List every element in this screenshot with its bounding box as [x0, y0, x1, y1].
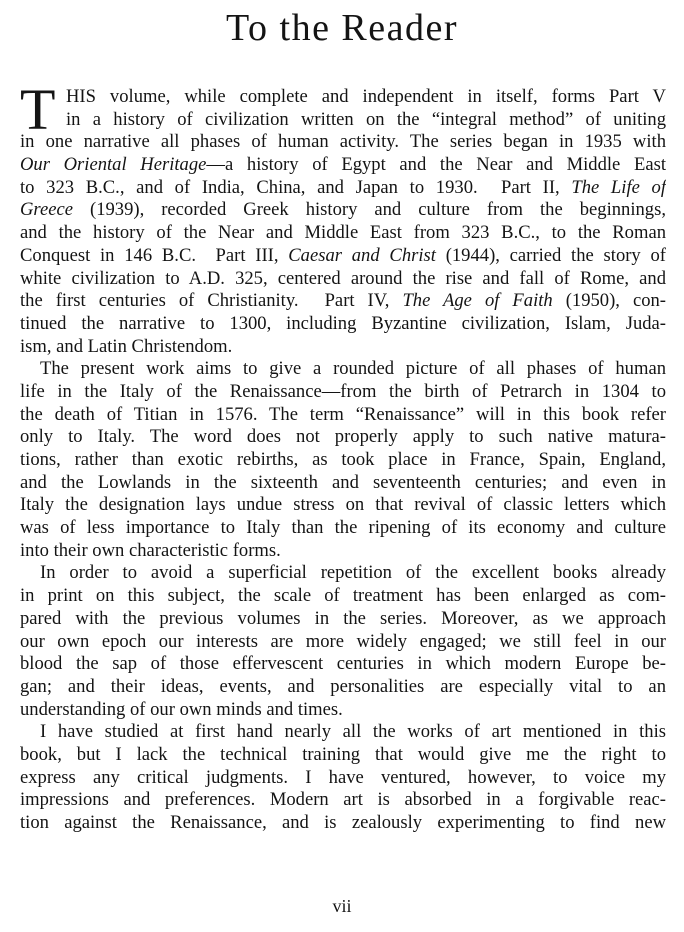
page-number: vii: [332, 896, 352, 916]
paragraph-1: [20, 77, 666, 358]
text-line: the first centuries of Christianity. Part IV, The Age of Faith (1950), con-: [20, 290, 666, 312]
text-line: in one narrative all phases of human activity. The series began in 1935 with: [20, 131, 666, 153]
text-line: gan; and their ideas, events, and personalities are especially vital to an: [20, 675, 666, 697]
text-line: HIS volume, while complete and independent in itself, forms Part V: [66, 86, 666, 107]
text-line: pared with the previous volumes in the series. Moreover, as we approach: [20, 607, 666, 629]
text-line: to 323 B.C., and of India, China, and Japan to 1930. Part II, The Life of: [20, 176, 666, 198]
paragraph-3: [20, 562, 666, 721]
paragraph-4: [20, 721, 666, 834]
text-line: into their own characteristic forms.: [20, 539, 281, 561]
italic-title: Our Oriental Heritage: [20, 154, 207, 176]
text-line: tions, rather than exotic rebirths, as took place in France, Spain, England,: [20, 449, 666, 470]
text-line: only to Italy. The word does not properly apply to such native matura-: [20, 426, 666, 448]
text-line: Greece (1939), recorded Greek history and culture from the beginnings,: [20, 199, 666, 221]
text-line: Italy the designation lays undue stress on that revival of classic letters which: [20, 494, 666, 516]
italic-title: Greece: [20, 199, 73, 221]
text-line: life in the Italy of the Renaissance—from the birth of Petrarch in 1304 to: [20, 380, 666, 402]
body-text: [20, 77, 666, 835]
text-line: In order to avoid a superficial repetition of the excellent books already: [40, 562, 666, 584]
text-line: Conquest in 146 B.C. Part III, Caesar and Christ (1944), carried the story of: [20, 244, 666, 266]
text-line: tion against the Renaissance, and is zealously experimenting to find new: [20, 812, 666, 833]
italic-title: Caesar and Christ: [288, 244, 436, 266]
italic-title: The Life of: [571, 176, 666, 198]
text-line: book, but I lack the technical training that would give me the right to: [20, 743, 666, 765]
text-line: white civilization to A.D. 325, centered around the rise and fall of Rome, and: [20, 267, 666, 289]
text-line: and the Lowlands in the sixteenth and seventeenth centuries; and even in: [20, 471, 666, 493]
text-line: [20, 154, 666, 177]
text-line: ism, and Latin Christendom.: [20, 335, 233, 357]
text-line: tinued the narrative to 1300, including Byzantine civilization, Islam, Juda-: [20, 312, 666, 334]
text-line: impressions and preferences. Modern art is absorbed in a forgivable reac-: [20, 789, 666, 811]
line-rest: —a history of Egypt and the Near and Middle East: [206, 154, 666, 176]
text-line: the death of Titian in 1576. The term “Renaissance” will in this book refer: [20, 403, 666, 425]
text-line: our own epoch our interests are more widely engaged; we still feel in our: [20, 630, 666, 652]
page-title: To the Reader: [225, 7, 459, 49]
text-line: express any critical judgments. I have ventured, however, to voice my: [20, 766, 666, 788]
drop-cap: T: [20, 77, 56, 142]
paragraph-2: [20, 358, 666, 562]
text-line: in print on this subject, the scale of treatment has been enlarged as com-: [20, 585, 666, 607]
italic-title: The Age of Faith: [402, 290, 553, 312]
text-line: understanding of our own minds and times.: [20, 698, 343, 720]
text-line: blood the sap of those effervescent centuries in which modern Europe be-: [20, 653, 666, 675]
text-line: was of less importance to Italy than the ripening of its economy and culture: [20, 517, 666, 539]
text-line: I have studied at first hand nearly all the works of art mentioned in this: [40, 721, 666, 743]
text-line: The present work aims to give a rounded picture of all phases of human: [40, 358, 666, 380]
text-line: in a history of civilization written on the “integral method” of uniting: [66, 108, 666, 130]
text-line: and the history of the Near and Middle East from 323 B.C., to the Roman: [20, 222, 666, 244]
